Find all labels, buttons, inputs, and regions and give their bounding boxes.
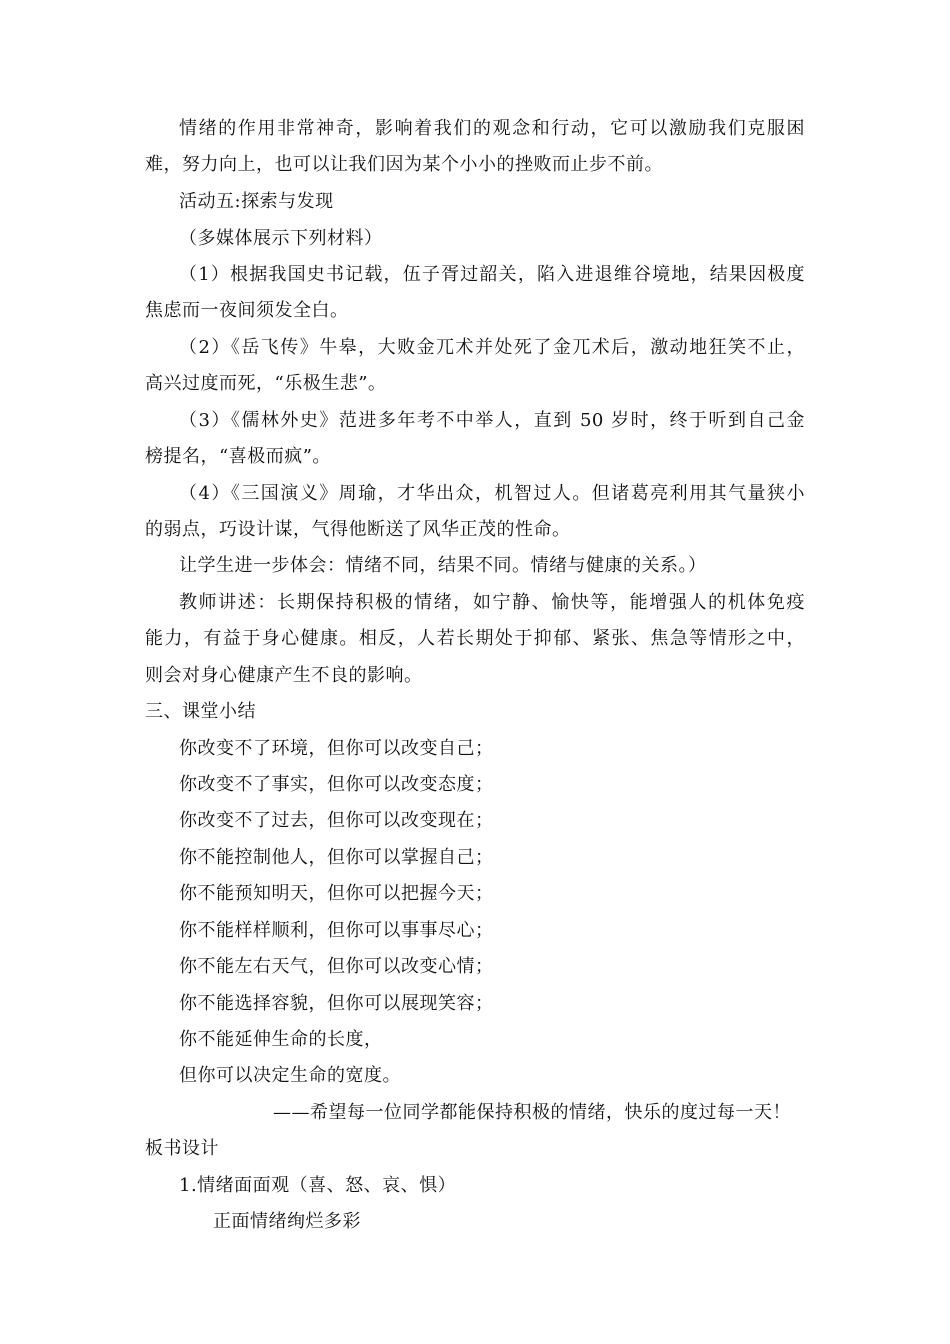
material-item-2-cont: 高兴过度而死，“乐极生悲”。	[145, 373, 387, 394]
material-item-1: （1）根据我国史书记载，伍子胥过韶关，陷入进退维谷境地，结果因极度	[179, 264, 805, 285]
poem-line: 你不能控制他人，但你可以掌握自己；	[179, 847, 494, 868]
teacher-lecture-cont: 则会对身心健康产生不良的影响。	[145, 665, 423, 686]
board-item: 1.情绪面面观（喜、怒、哀、惧）	[179, 1175, 457, 1196]
paragraph-line: 情绪的作用非常神奇，影响着我们的观念和行动，它可以激励我们克服困	[179, 118, 805, 139]
paragraph-line: 难，努力向上，也可以让我们因为某个小小的挫败而止步不前。	[145, 154, 663, 175]
closing-wish: ——希望每一位同学都能保持积极的情绪，快乐的度过每一天！	[273, 1102, 791, 1123]
material-item-4-cont: 的弱点，巧设计谋，气得他断送了风华正茂的性命。	[145, 519, 571, 540]
board-subitem: 正面情绪绚烂多彩	[213, 1211, 361, 1232]
poem-line: 但你可以决定生命的宽度。	[179, 1065, 401, 1086]
poem-line: 你不能延伸生命的长度，	[179, 1029, 383, 1050]
poem-line: 你不能左右天气，但你可以改变心情；	[179, 956, 494, 977]
material-item-2: （2）《岳飞传》牛皋，大败金兀术并处死了金兀术后，激动地狂笑不止，	[179, 337, 805, 358]
material-item-1-cont: 焦虑而一夜间须发全白。	[145, 300, 349, 321]
material-item-4: （4）《三国演义》周瑜，才华出众，机智过人。但诸葛亮利用其气量狭小	[179, 483, 805, 504]
student-reflection: 让学生进一步体会：情绪不同，结果不同。情绪与健康的关系。）	[179, 555, 707, 576]
teacher-lecture-cont: 能力，有益于身心健康。相反，人若长期处于抑郁、紧张、焦急等情形之中，	[145, 628, 805, 649]
teacher-lecture: 教师讲述：长期保持积极的情绪，如宁静、愉快等，能增强人的机体免疫	[179, 592, 805, 613]
poem-line: 你改变不了事实，但你可以改变态度；	[179, 774, 494, 795]
section-three-heading: 三、课堂小结	[145, 701, 256, 722]
poem-line: 你改变不了过去，但你可以改变现在；	[179, 810, 494, 831]
activity-five-heading: 活动五:探索与发现	[179, 191, 334, 212]
material-item-3: （3）《儒林外史》范进多年考不中举人，直到 50 岁时，终于听到自己金	[179, 410, 805, 431]
media-note: （多媒体展示下列材料）	[179, 228, 383, 249]
material-item-3-cont: 榜提名，“喜极而疯”。	[145, 446, 331, 467]
poem-line: 你不能预知明天，但你可以把握今天；	[179, 883, 494, 904]
board-design-heading: 板书设计	[145, 1138, 219, 1159]
poem-line: 你不能样样顺利，但你可以事事尽心；	[179, 920, 494, 941]
poem-line: 你改变不了环境，但你可以改变自己；	[179, 738, 494, 759]
poem-line: 你不能选择容貌，但你可以展现笑容；	[179, 993, 494, 1014]
